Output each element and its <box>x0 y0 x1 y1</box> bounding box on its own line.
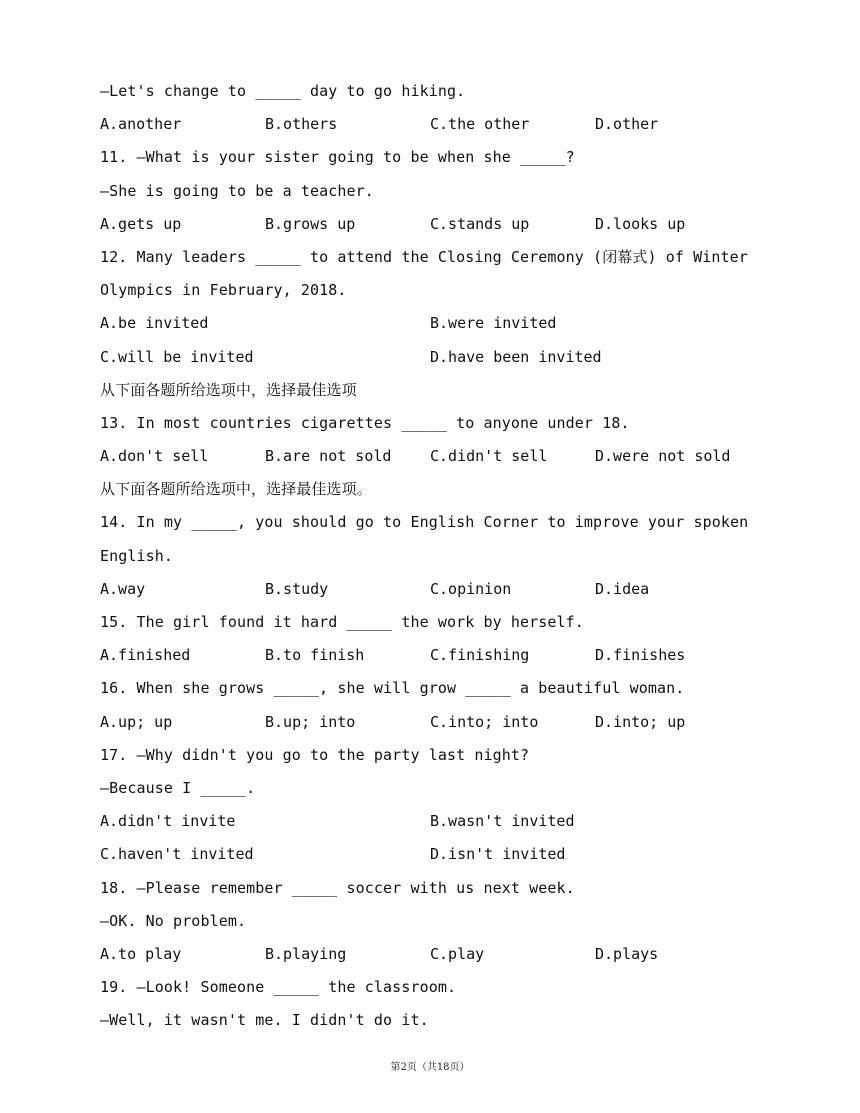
answer-option: A.be invited <box>100 314 209 333</box>
question-line: —Let's change to _____ day to go hiking. <box>100 82 466 100</box>
options-row <box>100 344 760 377</box>
answer-option: B.others <box>265 115 338 134</box>
answer-option: D.into; up <box>595 712 686 731</box>
options-row <box>100 709 760 742</box>
options-row <box>100 310 760 343</box>
answer-option: B.are not sold <box>265 447 392 466</box>
question-line: 17. —Why didn't you go to the party last night? <box>100 745 530 764</box>
answer-option: C.didn't sell <box>430 447 548 466</box>
answer-option: B.grows up <box>265 214 356 233</box>
answer-option: D.were not sold <box>595 447 731 466</box>
page-footer: 第2页（共18页） <box>390 1062 470 1073</box>
answer-option: D.other <box>595 115 659 134</box>
answer-option: A.up; up <box>100 712 173 731</box>
answer-option: A.finished <box>100 646 191 665</box>
question-line: —Well, it wasn't me. I didn't do it. <box>100 1011 429 1030</box>
answer-option: A.to play <box>100 944 182 963</box>
question-line: 19. —Look! Someone _____ the classroom. <box>100 978 457 997</box>
question-line: 15. The girl found it hard _____ the work by herself. <box>100 613 584 631</box>
question-line: 12. Many leaders _____ to attend the Closing Ceremony (闭幕式) of Winter <box>100 247 748 266</box>
question-line: —She is going to be a teacher. <box>100 181 374 200</box>
answer-option: B.wasn't invited <box>430 812 575 831</box>
options-row <box>100 941 760 974</box>
question-line: 13. In most countries cigarettes _____ to anyone under 18. <box>100 413 630 432</box>
answer-option: D.idea <box>595 579 650 598</box>
options-row <box>100 111 760 144</box>
answer-option: B.up; into <box>265 712 356 731</box>
question-line: English. <box>100 546 174 565</box>
answer-option: B.were invited <box>430 314 557 333</box>
options-row <box>100 642 760 675</box>
answer-option: C.into; into <box>430 712 539 731</box>
options-row <box>100 211 760 244</box>
options-row <box>100 808 760 841</box>
exam-content <box>100 78 760 1040</box>
question-line: 从下面各题所给选项中，选择最佳选项。 <box>100 480 372 499</box>
answer-option: A.way <box>100 579 146 598</box>
question-line: 14. In my _____, you should go to English Corner to improve your spoken <box>100 513 749 532</box>
answer-option: D.looks up <box>595 214 686 233</box>
options-row <box>100 576 760 609</box>
answer-option: B.study <box>265 579 329 598</box>
answer-option: D.have been invited <box>430 347 602 366</box>
answer-option: D.plays <box>595 944 659 963</box>
answer-option: A.don't sell <box>100 447 209 466</box>
question-line: 18. —Please remember _____ soccer with us next week. <box>100 878 575 897</box>
answer-option: C.play <box>430 944 485 963</box>
answer-option: D.isn't invited <box>430 845 566 864</box>
answer-option: C.finishing <box>430 646 530 665</box>
question-line: 从下面各题所给选项中，选择最佳选项 <box>100 380 357 399</box>
answer-option: A.another <box>100 115 182 134</box>
answer-option: D.finishes <box>595 646 686 665</box>
answer-option: C.the other <box>430 115 530 134</box>
answer-option: C.will be invited <box>100 347 254 366</box>
question-line: —OK. No problem. <box>100 911 247 930</box>
answer-option: A.gets up <box>100 214 182 233</box>
options-row <box>100 443 760 476</box>
question-line: Olympics in February, 2018. <box>100 281 347 300</box>
question-line: —Because I _____. <box>100 778 256 797</box>
answer-option: B.to finish <box>265 646 365 665</box>
answer-option: C.stands up <box>430 214 530 233</box>
answer-option: C.opinion <box>430 579 512 598</box>
question-line: 16. When she grows _____, she will grow _____ a beautiful woman. <box>100 679 685 698</box>
question-line: 11. —What is your sister going to be when she _____? <box>100 148 575 167</box>
options-row <box>100 841 760 874</box>
answer-option: B.playing <box>265 944 347 963</box>
answer-option: C.haven't invited <box>100 845 254 864</box>
answer-option: A.didn't invite <box>100 812 236 831</box>
